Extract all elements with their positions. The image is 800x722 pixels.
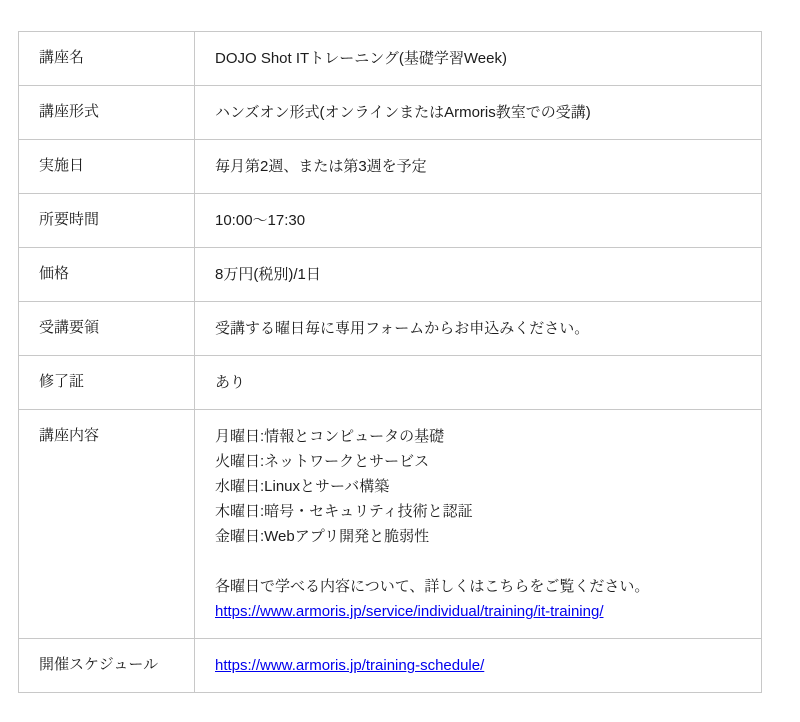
- course-info-table-container: [18, 31, 762, 693]
- table-row: [19, 302, 762, 356]
- table-row: [19, 194, 762, 248]
- row-value: [195, 639, 762, 693]
- table-row: [19, 140, 762, 194]
- text-line: 火曜日:ネットワークとサービス: [215, 453, 430, 470]
- row-label: 講座名: [19, 32, 195, 86]
- link-line: [215, 653, 741, 678]
- row-label: 受講要領: [19, 302, 195, 356]
- row-label: 実施日: [19, 140, 195, 194]
- link[interactable]: https://www.armoris.jp/service/individual/training/it-training/: [215, 603, 604, 620]
- course-table-body: [19, 32, 762, 693]
- row-label: 講座内容: [19, 410, 195, 639]
- text-line: 毎月第2週、または第3週を予定: [215, 158, 427, 175]
- table-row: [19, 86, 762, 140]
- row-label: 修了証: [19, 356, 195, 410]
- course-info-table: [18, 31, 762, 693]
- row-label: 開催スケジュール: [19, 639, 195, 693]
- table-row: [19, 248, 762, 302]
- text-line: あり: [215, 374, 246, 391]
- row-value: [195, 86, 762, 140]
- row-value: [195, 194, 762, 248]
- link[interactable]: https://www.armoris.jp/training-schedule/: [215, 657, 485, 674]
- blank-line: [215, 549, 741, 574]
- text-line: 受講する曜日毎に専用フォームからお申込みください。: [215, 320, 590, 337]
- row-value: [195, 410, 762, 639]
- text-line: 各曜日で学べる内容について、詳しくはこちらをご覧ください。: [215, 578, 650, 595]
- row-label: 講座形式: [19, 86, 195, 140]
- text-line: DOJO Shot ITトレーニング(基礎学習Week): [215, 50, 507, 67]
- text-line: 月曜日:情報とコンピュータの基礎: [215, 428, 445, 445]
- row-value: [195, 248, 762, 302]
- table-row: [19, 410, 762, 639]
- row-value: [195, 302, 762, 356]
- table-row: [19, 356, 762, 410]
- text-line: 水曜日:Linuxとサーバ構築: [215, 478, 390, 495]
- text-line: 10:00〜17:30: [215, 212, 306, 229]
- row-value: [195, 140, 762, 194]
- table-row: [19, 639, 762, 693]
- link-line: [215, 599, 741, 624]
- row-value: [195, 356, 762, 410]
- text-line: 木曜日:暗号・セキュリティ技術と認証: [215, 503, 473, 520]
- table-row: [19, 32, 762, 86]
- row-value: [195, 32, 762, 86]
- row-label: 価格: [19, 248, 195, 302]
- text-line: 金曜日:Webアプリ開発と脆弱性: [215, 528, 430, 545]
- row-label: 所要時間: [19, 194, 195, 248]
- text-line: ハンズオン形式(オンラインまたはArmoris教室での受講): [215, 104, 591, 121]
- text-line: 8万円(税別)/1日: [215, 266, 321, 283]
